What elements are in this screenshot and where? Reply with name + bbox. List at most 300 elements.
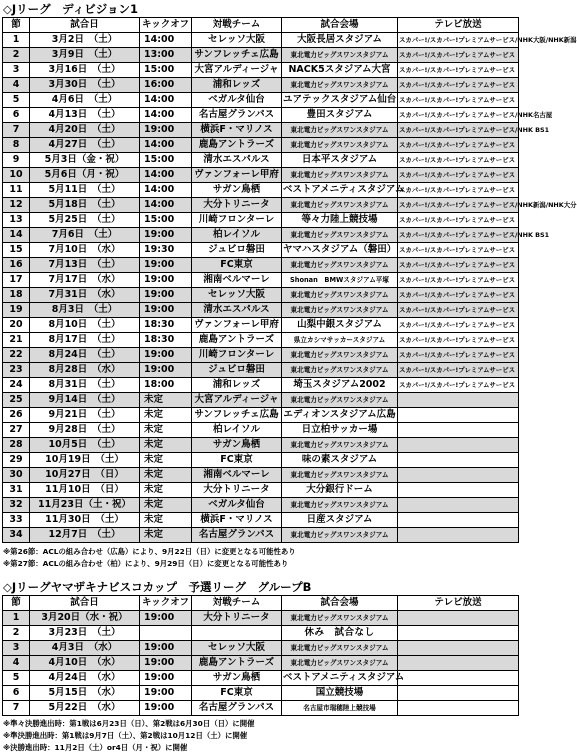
table-header-row	[3, 18, 519, 33]
venue-cell: 大分銀行ドーム	[282, 483, 398, 498]
venue-cell: 国立競技場	[282, 686, 398, 701]
table-row	[3, 468, 519, 483]
tv-cell	[398, 528, 519, 543]
venue-cell: 味の素スタジアム	[282, 453, 398, 468]
tv-cell: スカパー!/スカパー!プレミアムサービス	[398, 78, 519, 93]
section-title-j1: ◇Jリーグ ディビジョン1	[3, 2, 138, 16]
opponent-cell: セレッソ大阪	[192, 288, 282, 303]
round-cell: 4	[3, 656, 30, 671]
round-cell: 26	[3, 408, 30, 423]
round-cell: 25	[3, 393, 30, 408]
table-row	[3, 498, 519, 513]
kickoff-cell: 14:00	[140, 93, 192, 108]
venue-cell: 東北電力ビッグスワンスタジアム	[282, 138, 398, 153]
kickoff-cell: 未定	[140, 408, 192, 423]
date-cell: 9月14日 （土）	[30, 393, 140, 408]
opponent-cell: ジュビロ磐田	[192, 363, 282, 378]
venue-cell: 東北電力ビッグスワンスタジアム	[282, 48, 398, 63]
opponent-cell: 湘南ベルマーレ	[192, 468, 282, 483]
table-row	[3, 686, 519, 701]
table-row	[3, 483, 519, 498]
kickoff-cell: 18:30	[140, 318, 192, 333]
opponent-cell: FC東京	[192, 686, 282, 701]
tv-cell	[398, 468, 519, 483]
opponent-cell: ベガルタ仙台	[192, 93, 282, 108]
round-cell: 2	[3, 48, 30, 63]
table-row	[3, 123, 519, 138]
opponent-cell: FC東京	[192, 258, 282, 273]
opponent-cell: サガン鳥栖	[192, 671, 282, 686]
table-row	[3, 63, 519, 78]
date-cell: 4月10日 （水）	[30, 656, 140, 671]
venue-cell: 東北電力ビッグスワンスタジアム	[282, 438, 398, 453]
opponent-cell: 鹿島アントラーズ	[192, 656, 282, 671]
round-cell: 32	[3, 498, 30, 513]
date-cell: 10月19日 （土）	[30, 453, 140, 468]
round-cell: 21	[3, 333, 30, 348]
table-row	[3, 153, 519, 168]
header-date: 試合日	[30, 596, 140, 611]
date-cell: 9月21日 （土）	[30, 408, 140, 423]
opponent-cell: 川崎フロンターレ	[192, 348, 282, 363]
header-opponent: 対戦チーム	[192, 18, 282, 33]
header-opponent: 対戦チーム	[192, 596, 282, 611]
kickoff-cell: 未定	[140, 393, 192, 408]
date-cell: 10月27日 （日）	[30, 468, 140, 483]
round-cell: 30	[3, 468, 30, 483]
tv-cell	[398, 686, 519, 701]
table-row	[3, 453, 519, 468]
kickoff-cell: 15:00	[140, 213, 192, 228]
opponent-cell: 鹿島アントラーズ	[192, 333, 282, 348]
tv-cell: スカパー!/スカパー!プレミアムサービス/NHK名古屋	[398, 108, 519, 123]
kickoff-cell: 14:00	[140, 168, 192, 183]
date-cell: 11月10日 （日）	[30, 483, 140, 498]
date-cell: 3月20日（水・祝）	[30, 611, 140, 626]
round-cell: 12	[3, 198, 30, 213]
table-row	[3, 213, 519, 228]
date-cell: 8月3日 （土）	[30, 303, 140, 318]
date-cell: 3月23日 （土）	[30, 626, 140, 641]
date-cell: 11月23日（土・祝）	[30, 498, 140, 513]
kickoff-cell: 13:00	[140, 48, 192, 63]
header-date: 試合日	[30, 18, 140, 33]
tv-cell	[398, 423, 519, 438]
table-row	[3, 243, 519, 258]
kickoff-cell: 未定	[140, 468, 192, 483]
opponent-cell: 柏レイソル	[192, 228, 282, 243]
date-cell: 8月10日 （土）	[30, 318, 140, 333]
section-title-cup: ◇Jリーグヤマザキナビスコカップ 予選リーグ グループB	[3, 580, 312, 594]
opponent-cell: サガン鳥栖	[192, 183, 282, 198]
tv-cell	[398, 393, 519, 408]
round-cell: 2	[3, 626, 30, 641]
venue-cell: 東北電力ビッグスワンスタジアム	[282, 363, 398, 378]
tv-cell: スカパー!/スカパー!プレミアムサービス	[398, 63, 519, 78]
kickoff-cell: 未定	[140, 483, 192, 498]
round-cell: 29	[3, 453, 30, 468]
date-cell: 7月10日 （水）	[30, 243, 140, 258]
opponent-cell: 清水エスパルス	[192, 303, 282, 318]
cup-schedule-table	[2, 595, 519, 716]
table-row	[3, 393, 519, 408]
kickoff-cell: 19:00	[140, 701, 192, 716]
header-kickoff: キックオフ	[140, 18, 192, 33]
round-cell: 5	[3, 671, 30, 686]
kickoff-cell: 19:00	[140, 611, 192, 626]
kickoff-cell: 19:00	[140, 258, 192, 273]
opponent-cell: 大分トリニータ	[192, 198, 282, 213]
table-row	[3, 198, 519, 213]
venue-cell: 東北電力ビッグスワンスタジアム	[282, 348, 398, 363]
date-cell: 5月15日 （水）	[30, 686, 140, 701]
date-cell: 8月31日 （土）	[30, 378, 140, 393]
date-cell: 4月27日 （土）	[30, 138, 140, 153]
tv-cell	[398, 498, 519, 513]
table-row	[3, 438, 519, 453]
opponent-cell: 大分トリニータ	[192, 611, 282, 626]
venue-cell: エディオンスタジアム広島	[282, 408, 398, 423]
venue-cell: 東北電力ビッグスワンスタジアム	[282, 288, 398, 303]
tv-cell	[398, 626, 519, 641]
tv-cell: スカパー!/スカパー!プレミアムサービス/NHK BS1	[398, 228, 519, 243]
round-cell: 8	[3, 138, 30, 153]
tv-cell	[398, 408, 519, 423]
table-row	[3, 108, 519, 123]
opponent-cell: 名古屋グランパス	[192, 528, 282, 543]
venue-cell: 東北電力ビッグスワンスタジアム	[282, 168, 398, 183]
date-cell: 3月30日 （土）	[30, 78, 140, 93]
tv-cell: スカパー!/スカパー!プレミアムサービス	[398, 213, 519, 228]
venue-cell: 東北電力ビッグスワンスタジアム	[282, 393, 398, 408]
venue-cell: 日産スタジアム	[282, 513, 398, 528]
venue-cell: 東北電力ビッグスワンスタジアム	[282, 228, 398, 243]
footnote: ※準決勝進出時：第1戦は9月7日（土）、第2戦は10月12日（土）に開催	[3, 731, 248, 740]
header-tv: テレビ放送	[398, 18, 519, 33]
tv-cell: スカパー!/スカパー!プレミアムサービス/NHK BS1	[398, 123, 519, 138]
tv-cell: スカパー!/スカパー!プレミアムサービス	[398, 153, 519, 168]
date-cell: 11月30日 （土）	[30, 513, 140, 528]
venue-cell: 等々力陸上競技場	[282, 213, 398, 228]
kickoff-cell: 15:00	[140, 63, 192, 78]
opponent-cell: 浦和レッズ	[192, 378, 282, 393]
table-row	[3, 168, 519, 183]
kickoff-cell: 19:00	[140, 641, 192, 656]
venue-cell: 東北電力ビッグスワンスタジアム	[282, 198, 398, 213]
tv-cell: スカパー!/スカパー!プレミアムサービス	[398, 363, 519, 378]
round-cell: 23	[3, 363, 30, 378]
opponent-cell: ヴァンフォーレ甲府	[192, 318, 282, 333]
round-cell: 14	[3, 228, 30, 243]
round-cell: 1	[3, 33, 30, 48]
round-cell: 20	[3, 318, 30, 333]
opponent-cell: サンフレッチェ広島	[192, 48, 282, 63]
venue-cell: ベストアメニティスタジアム	[282, 183, 398, 198]
venue-cell: 豊田スタジアム	[282, 108, 398, 123]
tv-cell	[398, 513, 519, 528]
table-row	[3, 288, 519, 303]
venue-cell: ベストアメニティスタジアム	[282, 671, 398, 686]
header-tv: テレビ放送	[398, 596, 519, 611]
header-venue: 試合会場	[282, 18, 398, 33]
opponent-cell: ジュビロ磐田	[192, 243, 282, 258]
venue-cell: 大阪長居スタジアム	[282, 33, 398, 48]
opponent-cell: 大分トリニータ	[192, 483, 282, 498]
kickoff-cell: 19:00	[140, 348, 192, 363]
kickoff-cell: 19:00	[140, 273, 192, 288]
table-row	[3, 333, 519, 348]
table-row	[3, 528, 519, 543]
header-round: 節	[3, 596, 30, 611]
kickoff-cell: 18:30	[140, 333, 192, 348]
kickoff-cell: 未定	[140, 438, 192, 453]
table-row	[3, 408, 519, 423]
round-cell: 31	[3, 483, 30, 498]
date-cell: 8月28日 （水）	[30, 363, 140, 378]
footnote: ※準々決勝進出時：第1戦は6月23日（日）、第2戦は6月30日（日）に開催	[3, 719, 255, 728]
tv-cell: スカパー!/スカパー!プレミアムサービス	[398, 333, 519, 348]
venue-cell: 東北電力ビッグスワンスタジアム	[282, 258, 398, 273]
opponent-cell: 鹿島アントラーズ	[192, 138, 282, 153]
date-cell: 4月20日 （土）	[30, 123, 140, 138]
kickoff-cell: 14:00	[140, 33, 192, 48]
date-cell: 7月6日 （土）	[30, 228, 140, 243]
date-cell: 5月3日（金・祝）	[30, 153, 140, 168]
tv-cell: スカパー!/スカパー!プレミアムサービス	[398, 288, 519, 303]
opponent-cell: 大宮アルディージャ	[192, 63, 282, 78]
round-cell: 18	[3, 288, 30, 303]
tv-cell	[398, 438, 519, 453]
date-cell: 5月18日 （土）	[30, 198, 140, 213]
tv-cell: スカパー!/スカパー!プレミアムサービス	[398, 273, 519, 288]
kickoff-cell: 19:30	[140, 243, 192, 258]
table-row	[3, 611, 519, 626]
header-venue: 試合会場	[282, 596, 398, 611]
date-cell: 12月7日 （土）	[30, 528, 140, 543]
date-cell: 4月3日 （水）	[30, 641, 140, 656]
venue-cell: Shonan BMWスタジアム平塚	[282, 273, 398, 288]
venue-cell: 県立カシマサッカースタジアム	[282, 333, 398, 348]
round-cell: 16	[3, 258, 30, 273]
venue-cell: 東北電力ビッグスワンスタジアム	[282, 498, 398, 513]
round-cell: 7	[3, 701, 30, 716]
round-cell: 11	[3, 183, 30, 198]
round-cell: 34	[3, 528, 30, 543]
opponent-cell: 横浜F・マリノス	[192, 123, 282, 138]
table-row	[3, 671, 519, 686]
kickoff-cell: 未定	[140, 498, 192, 513]
venue-cell: 東北電力ビッグスワンスタジアム	[282, 641, 398, 656]
venue-cell: 埼玉スタジアム2002	[282, 378, 398, 393]
tv-cell: スカパー!/スカパー!プレミアムサービス	[398, 258, 519, 273]
round-cell: 13	[3, 213, 30, 228]
tv-cell	[398, 701, 519, 716]
opponent-cell: セレッソ大阪	[192, 641, 282, 656]
venue-cell: NACK5スタジアム大宮	[282, 63, 398, 78]
kickoff-cell: 未定	[140, 423, 192, 438]
venue-cell: 東北電力ビッグスワンスタジアム	[282, 303, 398, 318]
round-cell: 19	[3, 303, 30, 318]
opponent-cell: 名古屋グランパス	[192, 108, 282, 123]
round-cell: 10	[3, 168, 30, 183]
round-cell: 24	[3, 378, 30, 393]
venue-cell: 日立柏サッカー場	[282, 423, 398, 438]
table-row	[3, 656, 519, 671]
date-cell: 9月28日 （土）	[30, 423, 140, 438]
tv-cell: スカパー!/スカパー!プレミアムサービス	[398, 168, 519, 183]
tv-cell: スカパー!/スカパー!プレミアムサービス	[398, 318, 519, 333]
tv-cell: スカパー!/スカパー!プレミアムサービス	[398, 138, 519, 153]
venue-cell: 休み 試合なし	[282, 626, 398, 641]
round-cell: 6	[3, 686, 30, 701]
round-cell: 27	[3, 423, 30, 438]
kickoff-cell: 14:00	[140, 198, 192, 213]
kickoff-cell	[140, 626, 192, 641]
tv-cell	[398, 453, 519, 468]
table-row	[3, 78, 519, 93]
round-cell: 1	[3, 611, 30, 626]
opponent-cell: 大宮アルディージャ	[192, 393, 282, 408]
round-cell: 4	[3, 78, 30, 93]
opponent-cell	[192, 626, 282, 641]
date-cell: 5月25日 （土）	[30, 213, 140, 228]
date-cell: 3月16日 （土）	[30, 63, 140, 78]
kickoff-cell: 14:00	[140, 138, 192, 153]
round-cell: 3	[3, 63, 30, 78]
round-cell: 22	[3, 348, 30, 363]
venue-cell: 山梨中銀スタジアム	[282, 318, 398, 333]
opponent-cell: ベガルタ仙台	[192, 498, 282, 513]
table-row	[3, 228, 519, 243]
table-row	[3, 641, 519, 656]
header-round: 節	[3, 18, 30, 33]
kickoff-cell: 未定	[140, 528, 192, 543]
venue-cell: ヤマハスタジアム（磐田）	[282, 243, 398, 258]
kickoff-cell: 19:00	[140, 686, 192, 701]
round-cell: 28	[3, 438, 30, 453]
date-cell: 3月9日 （土）	[30, 48, 140, 63]
opponent-cell: サガン鳥栖	[192, 438, 282, 453]
date-cell: 3月2日 （土）	[30, 33, 140, 48]
opponent-cell: 浦和レッズ	[192, 78, 282, 93]
footnote: ※第27節：ACLの組み合わせ（柏）により、9月29日（日）に変更となる可能性あり	[3, 559, 289, 568]
date-cell: 7月31日 （水）	[30, 288, 140, 303]
kickoff-cell: 18:00	[140, 378, 192, 393]
venue-cell: 名古屋市瑞穂陸上競技場	[282, 701, 398, 716]
venue-cell: 東北電力ビッグスワンスタジアム	[282, 656, 398, 671]
round-cell: 17	[3, 273, 30, 288]
date-cell: 7月13日 （土）	[30, 258, 140, 273]
opponent-cell: ヴァンフォーレ甲府	[192, 168, 282, 183]
tv-cell: スカパー!/スカパー!プレミアムサービス	[398, 303, 519, 318]
tv-cell: スカパー!/スカパー!プレミアムサービス	[398, 48, 519, 63]
table-row	[3, 33, 519, 48]
date-cell: 4月13日 （土）	[30, 108, 140, 123]
tv-cell	[398, 656, 519, 671]
date-cell: 8月17日 （土）	[30, 333, 140, 348]
kickoff-cell: 19:00	[140, 123, 192, 138]
kickoff-cell: 未定	[140, 513, 192, 528]
venue-cell: 東北電力ビッグスワンスタジアム	[282, 528, 398, 543]
venue-cell: 東北電力ビッグスワンスタジアム	[282, 78, 398, 93]
table-row	[3, 93, 519, 108]
kickoff-cell: 19:00	[140, 671, 192, 686]
opponent-cell: 川崎フロンターレ	[192, 213, 282, 228]
date-cell: 8月24日 （土）	[30, 348, 140, 363]
kickoff-cell: 16:00	[140, 78, 192, 93]
table-row	[3, 378, 519, 393]
tv-cell	[398, 611, 519, 626]
opponent-cell: FC東京	[192, 453, 282, 468]
kickoff-cell: 14:00	[140, 108, 192, 123]
table-row	[3, 303, 519, 318]
venue-cell: ユアテックスタジアム仙台	[282, 93, 398, 108]
venue-cell: 東北電力ビッグスワンスタジアム	[282, 611, 398, 626]
tv-cell	[398, 641, 519, 656]
table-row	[3, 363, 519, 378]
tv-cell: スカパー!/スカパー!プレミアムサービス	[398, 93, 519, 108]
table-row	[3, 513, 519, 528]
opponent-cell: 柏レイソル	[192, 423, 282, 438]
kickoff-cell: 未定	[140, 453, 192, 468]
opponent-cell: 湘南ベルマーレ	[192, 273, 282, 288]
opponent-cell: セレッソ大阪	[192, 33, 282, 48]
opponent-cell: 横浜F・マリノス	[192, 513, 282, 528]
round-cell: 9	[3, 153, 30, 168]
date-cell: 5月22日 （水）	[30, 701, 140, 716]
kickoff-cell: 19:00	[140, 228, 192, 243]
kickoff-cell: 19:00	[140, 656, 192, 671]
footnote: ※決勝進出時：11月2日（土）or4日（月・祝）に開催	[3, 743, 188, 752]
round-cell: 5	[3, 93, 30, 108]
tv-cell	[398, 671, 519, 686]
header-kickoff: キックオフ	[140, 596, 192, 611]
date-cell: 5月6日（月・祝）	[30, 168, 140, 183]
table-row	[3, 318, 519, 333]
table-row	[3, 626, 519, 641]
venue-cell: 東北電力ビッグスワンスタジアム	[282, 123, 398, 138]
venue-cell: 日本平スタジアム	[282, 153, 398, 168]
table-row	[3, 423, 519, 438]
kickoff-cell: 14:00	[140, 183, 192, 198]
tv-cell	[398, 483, 519, 498]
j1-schedule-table	[2, 17, 577, 543]
round-cell: 3	[3, 641, 30, 656]
tv-cell: スカパー!/スカパー!プレミアムサービス	[398, 378, 519, 393]
opponent-cell: サンフレッチェ広島	[192, 408, 282, 423]
tv-cell: スカパー!/スカパー!プレミアムサービス	[398, 243, 519, 258]
kickoff-cell: 19:00	[140, 288, 192, 303]
round-cell: 15	[3, 243, 30, 258]
table-row	[3, 348, 519, 363]
opponent-cell: 名古屋グランパス	[192, 701, 282, 716]
round-cell: 7	[3, 123, 30, 138]
date-cell: 5月11日 （土）	[30, 183, 140, 198]
tv-cell: スカパー!/スカパー!プレミアムサービス/NHK大阪/NHK新潟	[398, 33, 519, 48]
date-cell: 7月17日 （水）	[30, 273, 140, 288]
table-row	[3, 701, 519, 716]
table-row	[3, 48, 519, 63]
venue-cell: 東北電力ビッグスワンスタジアム	[282, 468, 398, 483]
kickoff-cell: 15:00	[140, 153, 192, 168]
table-row	[3, 273, 519, 288]
date-cell: 4月24日 （水）	[30, 671, 140, 686]
tv-cell: スカパー!/スカパー!プレミアムサービス	[398, 348, 519, 363]
kickoff-cell: 19:00	[140, 303, 192, 318]
table-row	[3, 258, 519, 273]
kickoff-cell: 19:00	[140, 363, 192, 378]
table-header-row	[3, 596, 519, 611]
